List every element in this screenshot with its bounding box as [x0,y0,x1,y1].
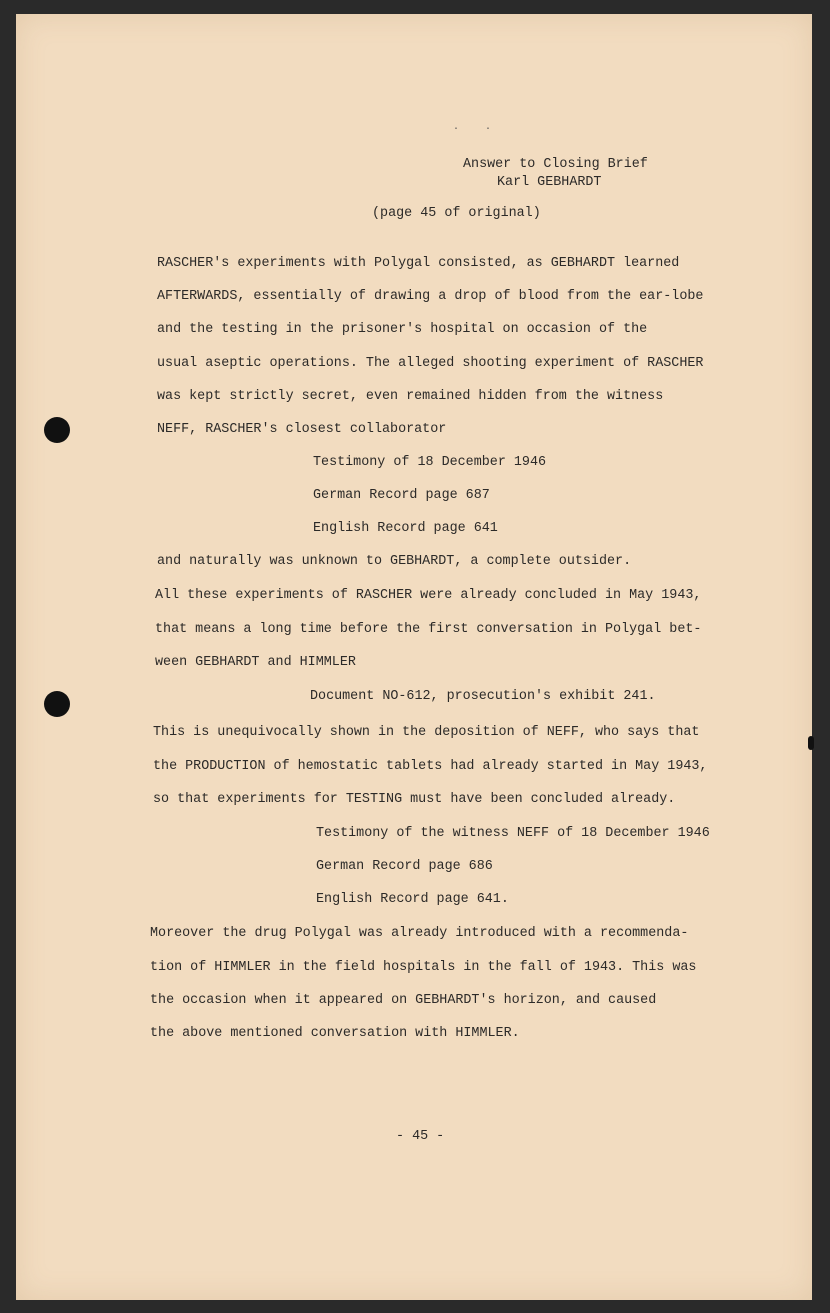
body-line: the PRODUCTION of hemostatic tablets had already started in May 1943, [153,759,708,774]
body-line: and naturally was unknown to GEBHARDT, a complete outsider. [157,554,632,569]
citation-line: Document NO-612, prosecution's exhibit 241. [310,689,656,704]
body-line: the occasion when it appeared on GEBHARDT's horizon, and caused [150,993,657,1008]
original-page-note: (page 45 of original) [372,206,541,221]
body-line: Moreover the drug Polygal was already introduced with a recommenda- [150,926,689,941]
body-line: the above mentioned conversation with HIMMLER. [150,1026,520,1041]
citation-line: Testimony of the witness NEFF of 18 December 1946 [316,826,710,841]
body-line: and the testing in the prisoner's hospital on occasion of the [157,322,648,337]
body-line: ween GEBHARDT and HIMMLER [155,655,356,670]
citation-line: German Record page 687 [313,488,490,503]
body-line: so that experiments for TESTING must have been concluded already. [153,792,676,807]
header-title: Answer to Closing Brief [463,157,648,172]
body-line: All these experiments of RASCHER were already concluded in May 1943, [155,588,702,603]
paper-edge-mark [808,736,814,750]
stray-marks: .. [453,122,518,133]
citation-line: English Record page 641 [313,521,498,536]
body-line: NEFF, RASCHER's closest collaborator [157,422,447,437]
citation-line: English Record page 641. [316,892,509,907]
body-line: usual aseptic operations. The alleged shooting experiment of RASCHER [157,356,704,371]
page-number: - 45 - [396,1129,445,1144]
body-line: was kept strictly secret, even remained hidden from the witness [157,389,664,404]
body-line: tion of HIMMLER in the field hospitals in the fall of 1943. This was [150,960,697,975]
punch-hole [44,691,70,717]
body-line: that means a long time before the first conversation in Polygal bet- [155,622,702,637]
body-line: This is unequivocally shown in the deposition of NEFF, who says that [153,725,700,740]
document-page [16,14,812,1300]
body-line: RASCHER's experiments with Polygal consisted, as GEBHARDT learned [157,256,680,271]
header-subtitle: Karl GEBHARDT [497,175,602,190]
citation-line: German Record page 686 [316,859,493,874]
punch-hole [44,417,70,443]
citation-line: Testimony of 18 December 1946 [313,455,547,470]
body-line: AFTERWARDS, essentially of drawing a drop of blood from the ear-lobe [157,289,704,304]
